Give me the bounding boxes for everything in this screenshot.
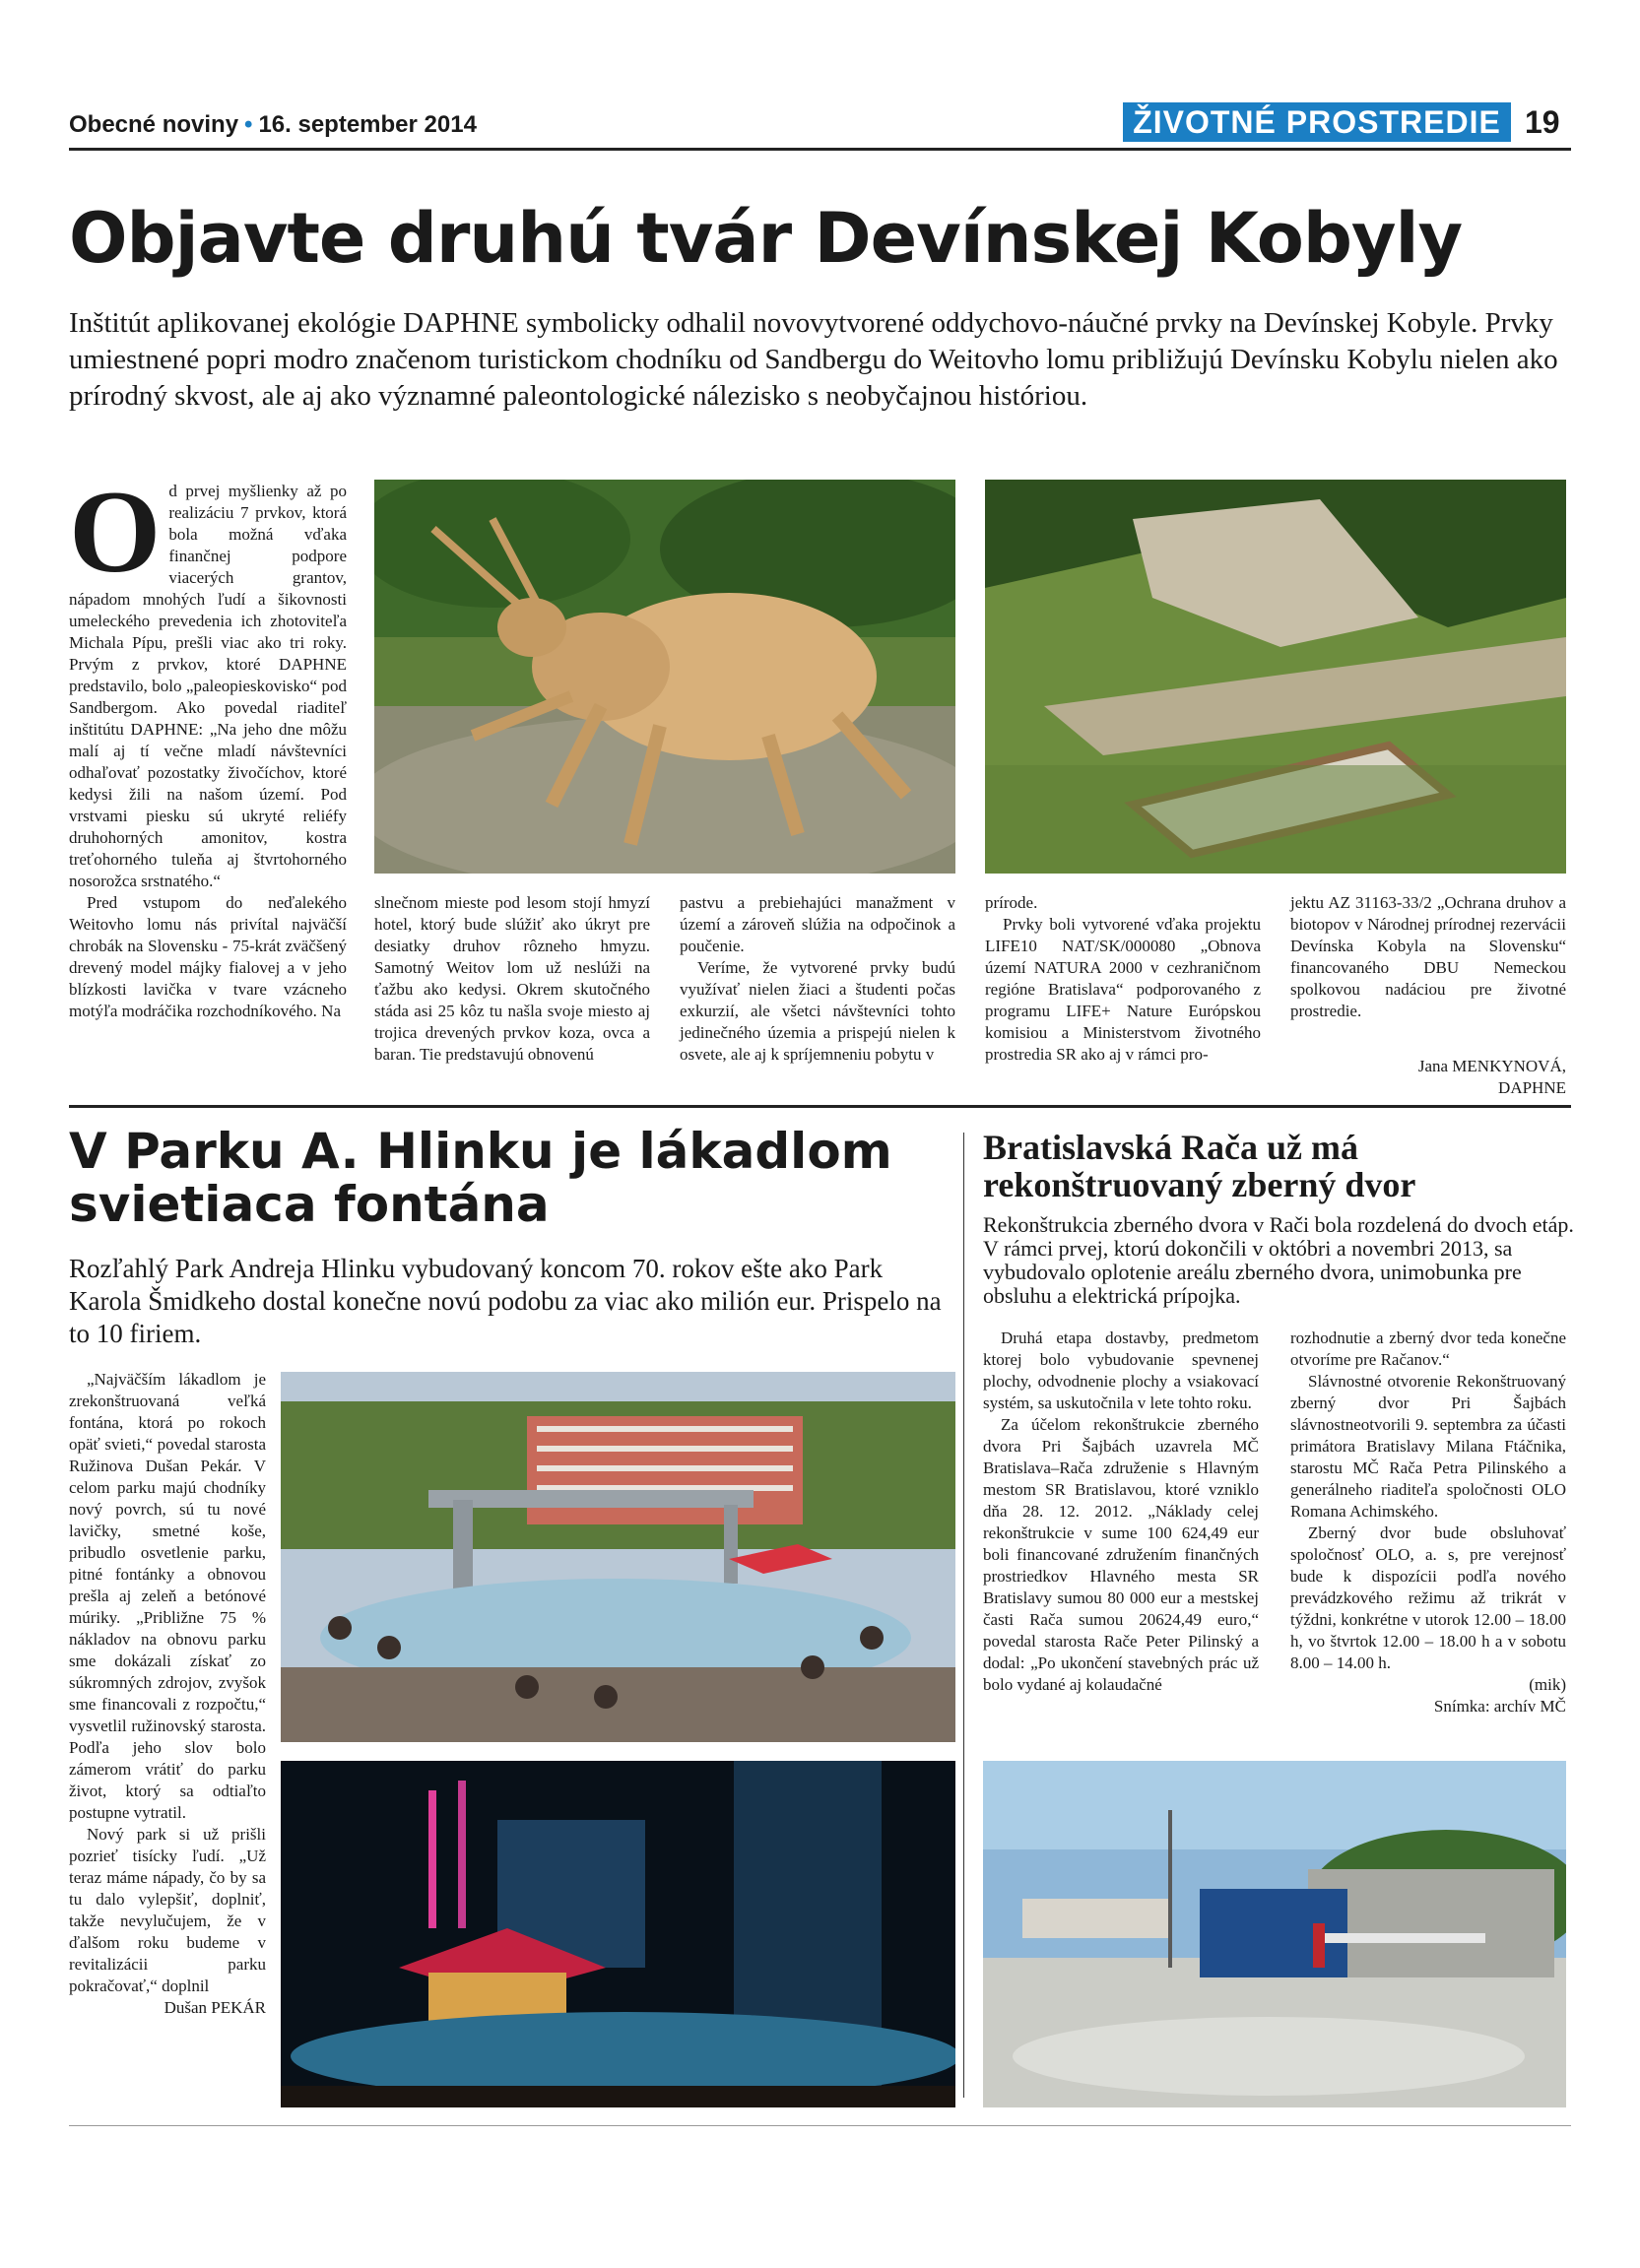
paragraph: Za účelom rekonštrukcie zberného dvora Pri Šajbách uzavrela MČ Bratislava–Rača združenie s Hlavným mestom SR Bratislavou, ktoré vzniklo dňa 28. 12. 2012. „Náklady celej rekonštrukcie v sume 100 624,49 eur boli financované združením finančných prostriedkov Hlavného mesta SR Bratislavy sumou 80 000 eur a mestskej časti Rača sumou 20624,49 euro,“ povedal starosta Rače Peter Pilinský a dodal: „Po ukončení stavebných prác už bolo vydané aj kolaudačné — [983, 1415, 1259, 1694]
headline-line: V Parku A. Hlinku je lákadlom — [69, 1123, 892, 1180]
article3-column-1 — [983, 1328, 1259, 1696]
article1-column-2 — [374, 892, 650, 1066]
article-lead: Inštitút aplikovanej ekológie DAPHNE symbolicky odhalil novovytvorené oddychovo-náučné prvky na Devínskej Kobyle. Prvky umiestnené popri modro značenom turistickom chodníku od Sandbergu do Weitovho lomu približujú Devínsku Kobylu nielen ako prírodný skvost, ale aj ako významné paleontologické nálezisko s neobyčajnou históriou. — [69, 307, 1558, 412]
paragraph: Nový park si už prišli pozrieť tisícky ľudí. „Už teraz máme nápady, čo by sa tu dalo vylepšiť, doplniť, takže nevylučujem, že v ďalšom roku budeme v revitalizácii parku pokračovať,“ doplnil — [69, 1825, 266, 1995]
article3-headline — [983, 1129, 1594, 1203]
article1-column-1 — [69, 466, 347, 1022]
paragraph: Veríme, že vytvorené prvky budú využívať nielen žiaci a študenti počas exkurzií, ale všetci návštevníci tohto jedinečného územia a prispejú nielen k osvete, ale aj k spríjemneniu pobytu v — [680, 958, 955, 1064]
fountain-night-photo — [281, 1761, 955, 2107]
paragraph: prírode. — [985, 893, 1038, 912]
paragraph: pastvu a prebiehajúci manažment v území a zároveň slúžia na odpočinok a poučenie. — [680, 893, 955, 955]
footer-rule — [69, 2125, 1571, 2126]
header-rule — [69, 148, 1571, 151]
masthead — [69, 110, 477, 140]
paragraph: Zberný dvor bude obsluhovať spoločnosť OLO, a. s, pre verejnosť bude k dispozícii podľa nového prevádzkového režimu až trikrát v týždni, konkrétne v utorok 12.00 – 18.00 h, vo štvrtok 12.00 – 18.00 h a v sobotu 8.00 – 14.00 h. — [1290, 1523, 1566, 1672]
drop-cap: O — [69, 466, 162, 597]
paragraph: Druhá etapa dostavby, predmetom ktorej bolo vybudovanie spevnenej plochy, odvodnenie plochy a vsiakovací systém, sa uskutočnila v lete tohto roku. — [983, 1328, 1259, 1412]
fountain-day-photo — [281, 1372, 955, 1742]
paragraph: „Najväčším lákadlom je zrekonštruovaná veľká fontána, ktorá po rokoch opäť svieti,“ povedal starosta Ružinova Dušan Pekár. V celom parku majú chodníky nový povrch, sú tu nové lavičky, smetné koše, pribudlo osvetlenie parku, pitné fontánky a obnovou prešla aj zeleň a betónové múriky. „Približne 75 % nákladov na obnovu parku sme dokázali získať zo súkromných zdrojov, zvyšok sme financovali z rozpočtu,“ vysvetlil ružinovský starosta. Podľa jeho slov bolo zámerom vrátiť do parku život, ktorý sa odtiaľto postupne vytratil. — [69, 1370, 266, 1822]
section-rule — [69, 1105, 1571, 1108]
paper-name: Obecné noviny — [69, 111, 239, 138]
paragraph: Prvky boli vytvorené vďaka projektu LIFE10 NAT/SK/000080 „Obnova území NATURA 2000 v cezhraničnom regióne Bratislava“ podporovaného z programu LIFE+ Nature Európskou komisiou a Ministerstvom životného prostredia SR ako aj v rámci pro- — [985, 915, 1261, 1064]
article2-headline — [69, 1125, 926, 1231]
column-divider — [963, 1133, 964, 2098]
headline-line: rekonštruovaný zberný dvor — [983, 1165, 1416, 1204]
article1-column-4 — [985, 892, 1261, 1066]
sandpit-landscape-photo — [985, 480, 1566, 874]
paragraph: d prvej myšlienky až po realizáciu 7 prvkov, ktorá bola možná vďaka finančnej podpore viacerých grantov, nápadom mnohých ľudí a šikovnosti umeleckého prevedenia ich zhotoviteľa Michala Pípu, prešli viac ako tri roky. Prvým z prvkov, ktoré DAPHNE predstavilo, bolo „paleopieskovisko“ pod Sandbergom. Ako povedal riaditeľ inštitútu DAPHNE: „Na jeho dne môžu malí aj tí večne mladí návštevníci odhaľovať pozostatky živočíchov, ktoré kedysi žili na našom území. Pod vrstvami piesku sú ukryté reliéfy druhohorných amonitov, kostra treťohorného tuleňa aj štvrtohorného nosorožca srstnatého.“ — [69, 482, 347, 890]
paragraph: Slávnostné otvorenie Rekonštruovaný zberný dvor Pri Šajbách slávnostneotvorili 9. septembra za účasti primátora Bratislavy Milana Ftáčnika, starostu MČ Rača Petra Pilinského a generálneho riaditeľa spoločnosti OLO Romana Achimského. — [1290, 1372, 1566, 1521]
headline-line: svietiaca fontána — [69, 1176, 550, 1233]
article2-column — [69, 1369, 266, 2019]
article-headline: Objavte druhú tvár Devínskej Kobyly — [69, 198, 1463, 279]
collection-yard-photo — [983, 1761, 1566, 2107]
photo-credit: Snímka: archív MČ — [1433, 1697, 1566, 1716]
separator-dot: • — [244, 111, 253, 138]
paragraph: rozhodnutie a zberný dvor teda konečne otvoríme pre Račanov.“ — [1290, 1328, 1566, 1369]
issue-date: 16. september 2014 — [258, 111, 477, 138]
author-initials: (mik) — [1529, 1675, 1566, 1694]
section-label: ŽIVOTNÉ PROSTREDIE — [1123, 102, 1511, 142]
author-org: DAPHNE — [1498, 1078, 1566, 1097]
article3-lead: Rekonštrukcia zberného dvora v Rači bola rozdelená do dvoch etáp. V rámci prvej, ktorú dokončili v októbri a novembri 2013, sa vybudovalo oplotenie areálu zberného dvora, unimobunka pre obsluhu a elektrická prípojka. — [983, 1212, 1574, 1308]
article1-column-5 — [1290, 892, 1566, 1099]
author-name: Jana MENKYNOVÁ, — [1417, 1057, 1566, 1075]
beetle-sculpture-photo — [374, 480, 955, 874]
article2-lead: Rozľahlý Park Andreja Hlinku vybudovaný koncom 70. rokov ešte ako Park Karola Šmidkeho dostal konečne novú podobu za viac ako milión eur. Prispelo na to 10 firiem. — [69, 1254, 942, 1348]
article3-column-2 — [1290, 1328, 1566, 1717]
author-name: Dušan PEKÁR — [164, 1998, 266, 2017]
paragraph: slnečnom mieste pod lesom stojí hmyzí hotel, ktorý bude slúžiť ako úkryt pre desiatky druhov rôzneho hmyzu. Samotný Weitov lom už neslúži na ťažbu ako kedysi. Okrem skutočného stáda asi 25 kôz tu našla svoje miesto aj trojica drevených prvkov koza, ovca a baran. Tie predstavujú obnovenú — [374, 893, 650, 1064]
paragraph: jektu AZ 31163-33/2 „Ochrana druhov a biotopov v Národnej prírodnej rezervácii Devínska Kobyla na Slovensku“ financovaného DBU Nemeckou spolkovou nadáciou pre životné prostredie. — [1290, 893, 1566, 1020]
page-number: 19 — [1525, 104, 1560, 140]
headline-line: Bratislavská Rača už má — [983, 1128, 1358, 1167]
paragraph: Pred vstupom do neďalekého Weitovho lomu nás privítal najväčší chrobák na Slovensku - 75-krát zväčšený drevený model májky fialovej a v jeho blízkosti lavička v tvare vzácneho motýľa modráčika rozchodníkového. Na — [69, 893, 347, 1020]
article1-column-3 — [680, 892, 955, 1066]
